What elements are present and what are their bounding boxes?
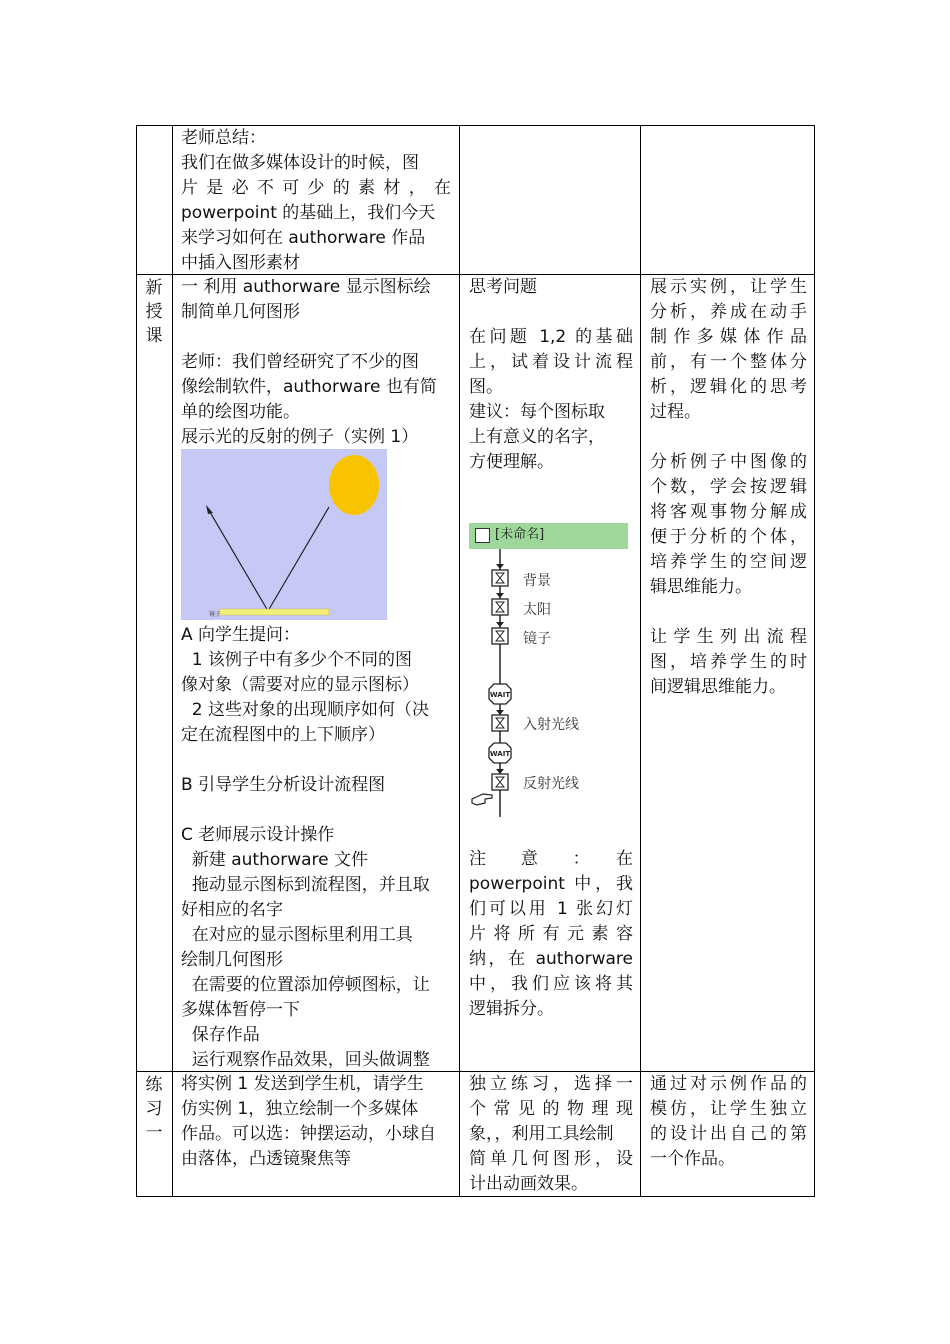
intent-line: 培养学生的空间逻 <box>650 552 807 572</box>
svg-text:WAIT: WAIT <box>489 691 511 699</box>
question-line: 1 该例子中有多少个不同的图 <box>181 650 413 670</box>
thinking-line: 建议：每个图标取 <box>469 402 605 422</box>
reflection-example-image <box>181 449 387 620</box>
window-title: [未命名] <box>495 527 545 542</box>
note-line: 中，我们应该将其 <box>469 974 633 994</box>
heading-line: 一 利用 authorware 显示图标绘 <box>181 277 431 297</box>
intent-line: 析，逻辑化的思考 <box>650 377 807 397</box>
intent-line: 让学生列出流程 <box>650 627 807 647</box>
flow-label-sun: 太阳 <box>523 602 551 618</box>
heading-line: 制简单几何图形 <box>181 302 300 322</box>
intent-line: 图，培养学生的时 <box>650 652 807 672</box>
flow-label-incident-ray: 入射光线 <box>523 717 579 733</box>
practice-intent-line: 模仿，让学生独立 <box>650 1099 807 1119</box>
intro-line: 单的绘图功能。 <box>181 402 300 422</box>
practice-line: 作品。可以选：钟摆运动，小球自 <box>181 1124 436 1144</box>
wait-icon <box>489 743 511 763</box>
practice-intent-line: 一个作品。 <box>650 1149 735 1169</box>
section-char: 新 <box>145 278 163 298</box>
c-line: 在需要的位置添加停顿图标，让 <box>181 975 430 995</box>
section-label-practice-one <box>137 1073 171 1145</box>
display-icon-incident-ray <box>492 710 508 731</box>
summary-line: 我们在做多媒体设计的时候，图 <box>181 153 419 173</box>
note-line: 们可以用 1 张幻灯 <box>469 899 633 919</box>
section-char: 练 <box>145 1075 163 1095</box>
b-line: B 引导学生分析设计流程图 <box>181 775 386 795</box>
lesson-content-cell <box>181 275 451 450</box>
intent-line: 便于分析的个体， <box>650 527 807 547</box>
svg-text:WAIT: WAIT <box>489 750 511 758</box>
note-line: 纳，在 authorware <box>469 949 633 969</box>
note-line: 片将所有元素容 <box>469 924 633 944</box>
intent-line: 间逻辑思维能力。 <box>650 677 786 697</box>
c-line: 好相应的名字 <box>181 900 283 920</box>
display-icon-background <box>492 564 508 586</box>
wait-icon <box>489 684 511 704</box>
summary-line: 来学习如何在 authorware 作品 <box>181 228 426 248</box>
section-label-new-lesson <box>137 276 171 348</box>
intent-line: 分析，养成在动手 <box>650 302 807 322</box>
intro-line: 像绘制软件，authorware 也有简 <box>181 377 437 397</box>
activity-line: 独立练习，选择一 <box>469 1074 633 1094</box>
intent-line: 过程。 <box>650 402 701 422</box>
practice-line: 仿实例 1，独立绘制一个多媒体 <box>181 1099 419 1119</box>
note-line: powerpoint 中，我 <box>469 874 633 894</box>
summary-line: 片是必不可少的素材，在 <box>181 178 451 198</box>
practice-content-cell <box>181 1072 455 1172</box>
practice-line: 将实例 1 发送到学生机，请学生 <box>181 1074 424 1094</box>
intent-line: 展示实例，让学生 <box>650 277 807 297</box>
c-line: 保存作品 <box>181 1025 260 1045</box>
section-char: 课 <box>145 326 163 346</box>
question-line: 2 这些对象的出现顺序如何（决 <box>181 700 430 720</box>
activity-line: 简单几何图形，设 <box>469 1149 633 1169</box>
section-char: 一 <box>145 1123 163 1143</box>
c-line: 在对应的显示图标里利用工具 <box>181 925 413 945</box>
note-cell <box>469 847 633 1022</box>
table-divider-col1 <box>172 125 173 1197</box>
thinking-line: 在问题 1,2 的基础 <box>469 327 633 347</box>
flowline-title-bar <box>469 523 628 549</box>
pointing-hand-icon <box>472 794 492 805</box>
intro-line: 老师：我们曾经研究了不少的图 <box>181 352 419 372</box>
thinking-title: 思考问题 <box>469 277 537 297</box>
flowline-window <box>469 523 629 819</box>
question-line: 定在流程图中的上下顺序） <box>181 725 385 745</box>
flow-label-reflected-ray: 反射光线 <box>523 776 579 792</box>
section-char: 习 <box>145 1099 163 1119</box>
practice-activity-cell <box>469 1072 633 1197</box>
window-icon <box>475 528 490 543</box>
display-icon-mirror <box>492 622 508 644</box>
display-icon-reflected-ray <box>492 769 508 790</box>
design-intent-cell <box>650 275 807 700</box>
note-line: 逻辑拆分。 <box>469 999 554 1019</box>
practice-intent-cell <box>650 1072 807 1172</box>
summary-line: 老师总结： <box>181 128 266 148</box>
intent-line: 制作多媒体作品 <box>650 327 807 347</box>
flowline-diagram <box>469 549 629 819</box>
c-line: 运行观察作品效果，回头做调整 <box>181 1050 430 1070</box>
question-line: A 向学生提问： <box>181 625 301 645</box>
summary-line: 中插入图形素材 <box>181 253 300 273</box>
flow-label-mirror: 镜子 <box>523 631 551 647</box>
table-border-right <box>814 125 815 1197</box>
lesson-steps-cell <box>181 623 455 1073</box>
c-line: 拖动显示图标到流程图，并且取 <box>181 875 430 895</box>
c-line: C 老师展示设计操作 <box>181 825 335 845</box>
thinking-line: 方便理解。 <box>469 452 554 472</box>
flow-label-background: 背景 <box>523 573 551 589</box>
intent-line: 前，有一个整体分 <box>650 352 807 372</box>
section-char: 授 <box>145 302 163 322</box>
c-line: 绘制几何图形 <box>181 950 283 970</box>
mirror-label: 镜子 <box>209 611 222 618</box>
c-line: 新建 authorware 文件 <box>181 850 369 870</box>
intro-line: 展示光的反射的例子（实例 1） <box>181 427 419 447</box>
intent-line: 将客观事物分解成 <box>650 502 807 522</box>
activity-line: 个常见的物理现 <box>469 1099 633 1119</box>
practice-intent-line: 的设计出自己的第 <box>650 1124 807 1144</box>
mirror-bar <box>219 609 329 615</box>
note-line: 注 意 ： 在 <box>469 849 633 869</box>
table-divider-col3 <box>640 125 641 1197</box>
activity-line: 象，，利用工具绘制 <box>469 1124 614 1144</box>
thinking-line: 上有意义的名字， <box>469 427 605 447</box>
thinking-line: 图。 <box>469 377 503 397</box>
practice-intent-line: 通过对示例作品的 <box>650 1074 807 1094</box>
thinking-questions-cell <box>469 275 633 475</box>
teacher-summary-cell <box>181 126 451 276</box>
question-line: 像对象（需要对应的显示图标） <box>181 675 419 695</box>
table-divider-col2 <box>459 125 460 1197</box>
activity-line: 计出动画效果。 <box>469 1174 588 1194</box>
intent-line: 个数，学会按逻辑 <box>650 477 807 497</box>
c-line: 多媒体暂停一下 <box>181 1000 300 1020</box>
practice-line: 由落体，凸透镜聚焦等 <box>181 1149 351 1169</box>
thinking-line: 上，试着设计流程 <box>469 352 633 372</box>
intent-line: 辑思维能力。 <box>650 577 752 597</box>
display-icon-sun <box>492 593 508 615</box>
intent-line: 分析例子中图像的 <box>650 452 807 472</box>
sun-circle <box>329 455 379 515</box>
summary-line: powerpoint 的基础上，我们今天 <box>181 203 436 223</box>
